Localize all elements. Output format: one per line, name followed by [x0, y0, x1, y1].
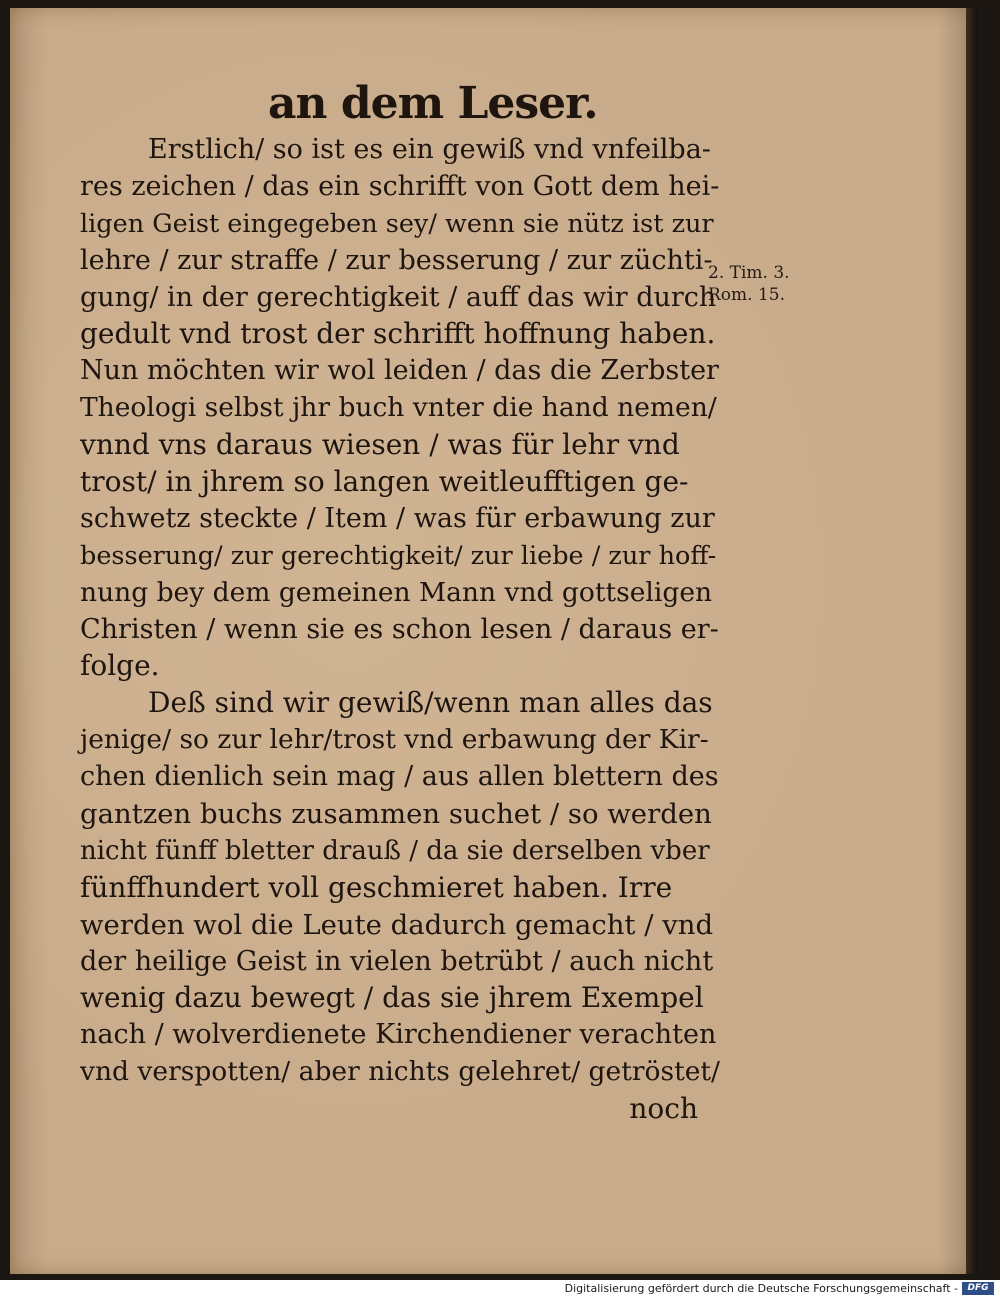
text-line: nicht fünff bletter drauß / da sie derselben vber [80, 835, 710, 866]
margin-note-line: Rom. 15. [708, 285, 785, 305]
text-line: fünffhundert voll geschmieret haben. Irre [80, 870, 673, 904]
text-line: res zeichen / das ein schrifft von Gott dem hei- [80, 170, 720, 202]
text-line: Christen / wenn sie es schon lesen / daraus er- [80, 613, 719, 645]
text-line: nach / wolverdienete Kirchendiener verachten [80, 1019, 717, 1051]
text-line: Theologi selbst jhr buch vnter die hand nemen/ [80, 392, 717, 424]
text-line: gantzen buchs zusammen suchet / so werden [80, 798, 712, 831]
text-line: schwetz steckte / Item / was für erbawung zur [80, 502, 715, 534]
text-line: trost/ in jhrem so langen weitleufftigen ge- [80, 465, 689, 499]
margin-note [708, 262, 838, 306]
text-line: ligen Geist eingegeben sey/ wenn sie nütz ist zur [80, 208, 714, 239]
text-line: gung/ in der gerechtigkeit / auff das wir durch [80, 281, 717, 313]
text-line: lehre / zur straffe / zur besserung / zur züchti- [80, 244, 713, 276]
text-line: Nun möchten wir wol leiden / das die Zerbster [80, 355, 719, 387]
text-line: jenige/ so zur lehr/trost vnd erbawung der Kir- [80, 724, 709, 756]
footer-credit: Digitalisierung gefördert durch die Deutsche Forschungsgemeinschaft - [564, 1282, 958, 1295]
text-line: folge. [80, 649, 160, 683]
text-line: werden wol die Leute dadurch gemacht / vnd [80, 908, 714, 941]
catchword: noch [629, 1092, 698, 1126]
text-line: gedult vnd trost der schrifft hoffnung haben. [80, 317, 716, 351]
paragraph-1 [80, 132, 720, 685]
body-text [80, 132, 720, 1128]
digitization-footer [0, 1280, 1000, 1298]
paragraph-2 [80, 685, 720, 1091]
text-line: Erstlich/ so ist es ein gewiß vnd vnfeilba- [148, 134, 711, 165]
text-line: wenig dazu bewegt / das sie jhrem Exempel [80, 981, 704, 1015]
running-head: an dem Leser. [268, 78, 598, 129]
text-line: besserung/ zur gerechtigkeit/ zur liebe / zur hoff- [80, 540, 717, 571]
text-line: chen dienlich sein mag / aus allen blettern des [80, 761, 719, 793]
page-edge-shadow [966, 8, 978, 1274]
dfg-logo-icon: DFG [962, 1282, 994, 1295]
text-line: vnnd vns daraus wiesen / was für lehr vnd [80, 428, 680, 462]
margin-note-line: 2. Tim. 3. [708, 263, 790, 283]
text-line: Deß sind wir gewiß/wenn man alles das [148, 686, 713, 720]
text-line: der heilige Geist in vielen betrübt / auch nicht [80, 945, 714, 977]
text-line: vnd verspotten/ aber nichts gelehret/ getröstet/ [80, 1056, 720, 1088]
text-line: nung bey dem gemeinen Mann vnd gottseligen [80, 576, 713, 608]
